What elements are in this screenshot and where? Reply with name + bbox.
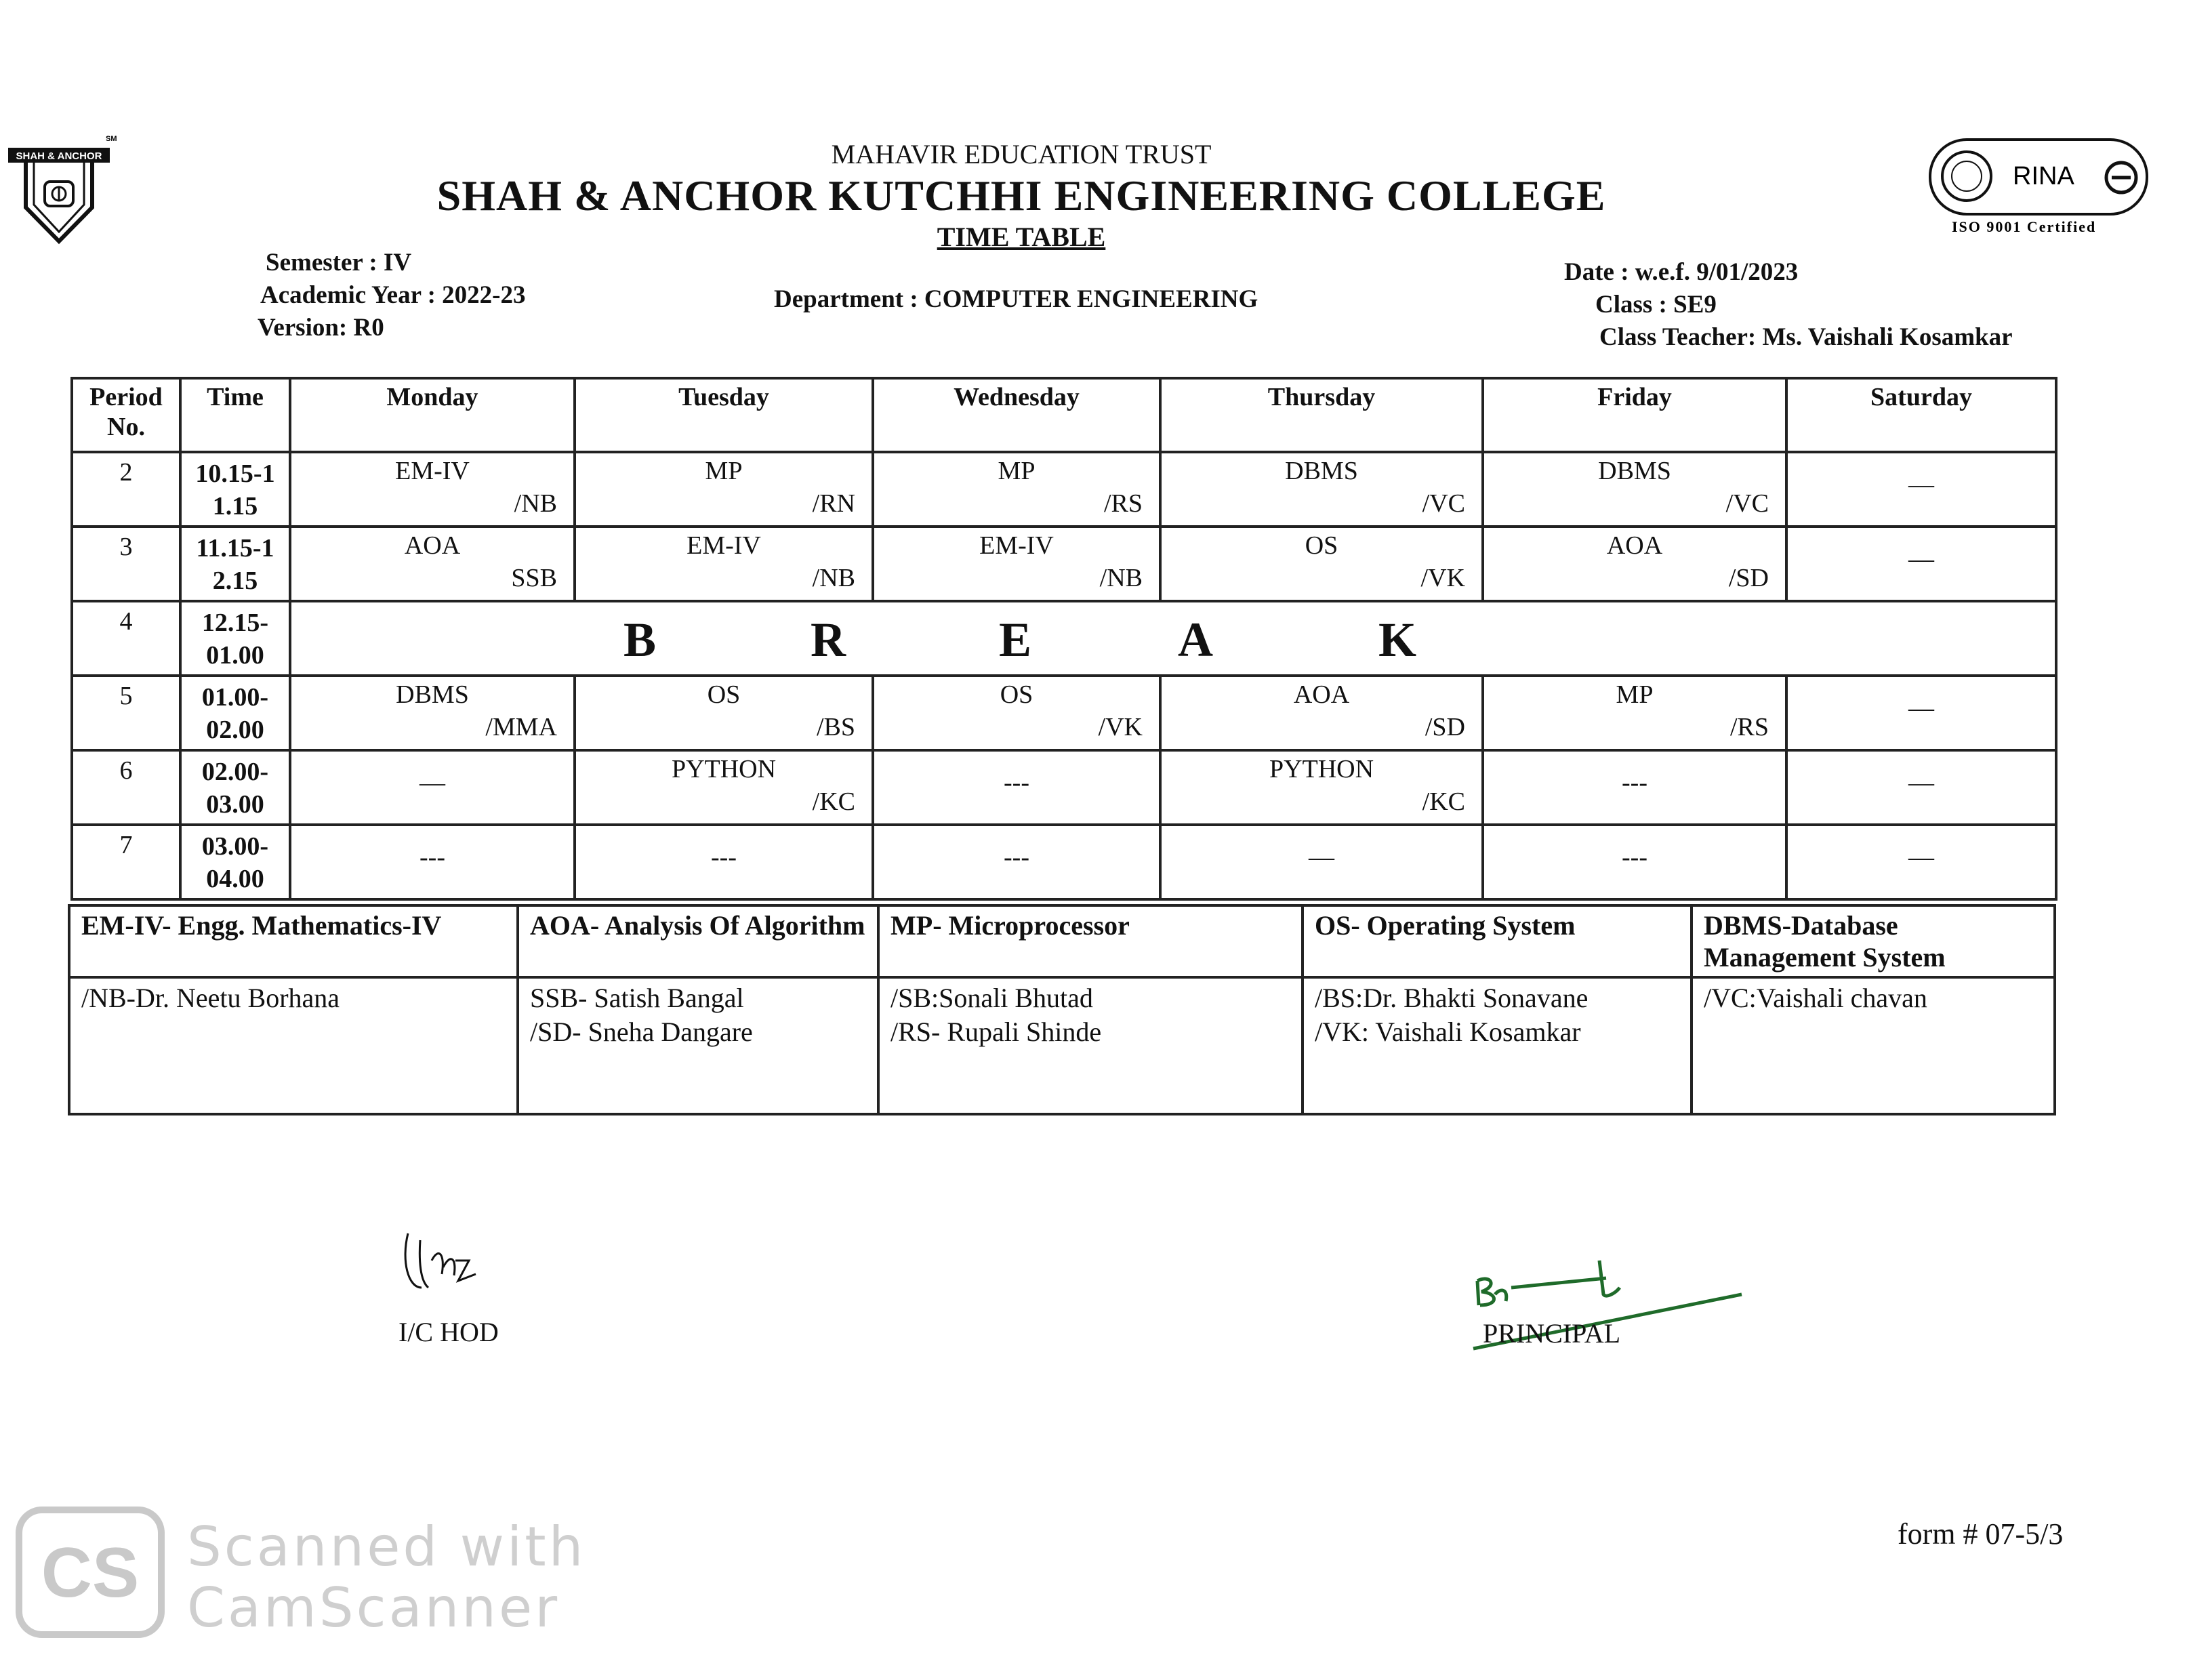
lecture-cell (1786, 676, 2056, 750)
break-letter: A (1178, 613, 1213, 667)
legend-subject: DBMS-Database Management System (1692, 905, 2055, 977)
subject-code: DBMS (1598, 457, 1671, 485)
lecture-cell (1160, 750, 1483, 825)
teacher-code: /KC (1422, 787, 1465, 816)
break-letter: K (1378, 613, 1417, 667)
lecture-cell (873, 676, 1160, 750)
timetable (70, 377, 2057, 901)
faculty-entry: /VC:Vaishali chavan (1704, 983, 1927, 1013)
period-time: 02.00- 03.00 (180, 750, 290, 825)
break-letter: B (623, 613, 657, 667)
camscanner-logo: CS (41, 1534, 140, 1612)
iso-badge (1925, 137, 2155, 239)
period-time: 01.00- 02.00 (180, 676, 290, 750)
lecture-cell (1483, 452, 1786, 527)
effective-date: Date : w.e.f. 9/01/2023 (1564, 258, 1799, 286)
lecture-cell (1483, 676, 1786, 750)
subject-code: EM-IV (979, 531, 1054, 560)
iso-text: ISO 9001 Certified (1952, 218, 2097, 235)
teacher-code: /BS (816, 713, 855, 741)
header-period-no: Period No. (72, 378, 180, 452)
period-row (72, 676, 2056, 750)
period-time: 11.15-1 2.15 (180, 527, 290, 601)
legend-faculty (518, 977, 878, 1114)
lecture-cell (290, 676, 575, 750)
college-name: SHAH & ANCHOR KUTCHHI ENGINEERING COLLEGE (436, 171, 1606, 220)
lecture-cell (290, 750, 575, 825)
legend-subject: AOA- Analysis Of Algorithm (518, 905, 878, 977)
lecture-cell (873, 825, 1160, 899)
faculty-entry: /RS- Rupali Shinde (890, 1017, 1102, 1047)
subject-code: DBMS (1285, 457, 1358, 485)
legend-faculty (69, 977, 518, 1114)
camscanner-watermark (14, 1504, 596, 1640)
legend-subject: EM-IV- Engg. Mathematics-IV (69, 905, 518, 977)
empty-slot: — (1908, 694, 1934, 722)
empty-slot: --- (1004, 769, 1029, 797)
subject-code: MP (705, 457, 743, 485)
teacher-code: /KC (812, 787, 855, 816)
lecture-cell (1160, 452, 1483, 527)
subject-code: OS (1000, 680, 1033, 709)
lecture-cell (1786, 527, 2056, 601)
faculty-entry: /VK: Vaishali Kosamkar (1315, 1017, 1581, 1047)
lecture-cell (873, 452, 1160, 527)
form-number: form # 07-5/3 (1898, 1517, 2064, 1551)
header-wednesday: Wednesday (873, 378, 1160, 452)
break-cell (290, 601, 2056, 676)
empty-slot: --- (711, 843, 737, 872)
lecture-cell (575, 527, 873, 601)
empty-slot: — (419, 769, 445, 797)
header-thursday: Thursday (1160, 378, 1483, 452)
subject-code: MP (1616, 680, 1654, 709)
period-row (72, 527, 2056, 601)
logo-mark: SM (106, 135, 117, 143)
subject-code: DBMS (396, 680, 469, 709)
legend-subject: MP- Microprocessor (878, 905, 1303, 977)
period-number: 3 (72, 527, 180, 601)
empty-slot: --- (1622, 769, 1647, 797)
header-saturday: Saturday (1786, 378, 2056, 452)
empty-slot: — (1908, 769, 1934, 797)
teacher-code: /NB (514, 489, 557, 518)
version: Version: R0 (258, 314, 384, 342)
watermark-line2: CamScanner (187, 1576, 560, 1639)
period-row (72, 601, 2056, 676)
subject-code: EM-IV (687, 531, 761, 560)
teacher-code: /RN (812, 489, 855, 518)
lecture-cell (1160, 527, 1483, 601)
lecture-cell (1786, 452, 2056, 527)
empty-slot: — (1908, 843, 1934, 872)
subject-code: AOA (1293, 680, 1350, 709)
faculty-entry: SSB- Satish Bangal (530, 983, 744, 1013)
class-name: Class : SE9 (1595, 291, 1717, 319)
subject-code: EM-IV (395, 457, 470, 485)
period-number: 2 (72, 452, 180, 527)
empty-slot: --- (1004, 843, 1029, 872)
break-letter: E (999, 613, 1032, 667)
period-time: 12.15- 01.00 (180, 601, 290, 676)
legend-table (68, 904, 2056, 1115)
legend-faculty (1692, 977, 2055, 1114)
lecture-cell (1160, 676, 1483, 750)
hod-signature (401, 1220, 510, 1301)
period-row (72, 825, 2056, 899)
academic-year: Academic Year : 2022-23 (260, 281, 526, 309)
subject-code: PYTHON (1269, 755, 1374, 783)
header-friday: Friday (1483, 378, 1786, 452)
lecture-cell (575, 750, 873, 825)
lecture-cell (575, 452, 873, 527)
logo-text: SHAH & ANCHOR (16, 150, 102, 162)
teacher-code: /SD (1425, 713, 1465, 741)
period-number: 5 (72, 676, 180, 750)
teacher-code: /NB (812, 564, 855, 592)
watermark-line1: Scanned with (187, 1515, 586, 1578)
subject-code: AOA (404, 531, 461, 560)
empty-slot: --- (1622, 843, 1647, 872)
teacher-code: /RS (1729, 713, 1769, 741)
legend-faculty (1303, 977, 1692, 1114)
header-time: Time (180, 378, 290, 452)
period-number: 6 (72, 750, 180, 825)
lecture-cell (1160, 825, 1483, 899)
header-tuesday: Tuesday (575, 378, 873, 452)
teacher-code: /NB (1099, 564, 1143, 592)
legend-faculty (878, 977, 1303, 1114)
break-letter: R (811, 613, 846, 667)
teacher-code: /VC (1422, 489, 1465, 518)
period-time: 10.15-1 1.15 (180, 452, 290, 527)
empty-slot: — (1309, 843, 1334, 872)
header-monday: Monday (290, 378, 575, 452)
subject-code: OS (707, 680, 741, 709)
subject-code: PYTHON (671, 755, 777, 783)
subject-code: OS (1305, 531, 1338, 560)
period-number: 4 (72, 601, 180, 676)
period-time: 03.00- 04.00 (180, 825, 290, 899)
class-teacher: Class Teacher: Ms. Vaishali Kosamkar (1599, 323, 2013, 351)
lecture-cell (1483, 750, 1786, 825)
teacher-code: /RS (1103, 489, 1143, 518)
faculty-entry: /SB:Sonali Bhutad (890, 983, 1093, 1013)
subject-code: MP (998, 457, 1036, 485)
principal-label: PRINCIPAL (1483, 1318, 1621, 1349)
teacher-code: /SD (1728, 564, 1769, 592)
faculty-entry: /NB-Dr. Neetu Borhana (81, 983, 340, 1013)
lecture-cell (1483, 527, 1786, 601)
lecture-cell (575, 825, 873, 899)
semester: Semester : IV (266, 249, 412, 276)
teacher-code: /VC (1725, 489, 1769, 518)
hod-label: I/C HOD (398, 1317, 499, 1347)
empty-slot: — (1908, 470, 1934, 499)
teacher-code: SSB (511, 564, 557, 592)
lecture-cell (575, 676, 873, 750)
lecture-cell (1483, 825, 1786, 899)
teacher-code: /VK (1098, 713, 1143, 741)
empty-slot: --- (419, 843, 445, 872)
lecture-cell (290, 825, 575, 899)
faculty-entry: /BS:Dr. Bhakti Sonavane (1315, 983, 1589, 1013)
lecture-cell (1786, 750, 2056, 825)
lecture-cell (873, 527, 1160, 601)
lecture-cell (1786, 825, 2056, 899)
empty-slot: — (1908, 545, 1934, 573)
teacher-code: /MMA (485, 713, 557, 741)
lecture-cell (290, 527, 575, 601)
period-row (72, 452, 2056, 527)
period-number: 7 (72, 825, 180, 899)
subject-code: AOA (1606, 531, 1663, 560)
trust-name: MAHAVIR EDUCATION TRUST (831, 139, 1212, 169)
department: Department : COMPUTER ENGINEERING (774, 285, 1258, 313)
teacher-code: /VK (1420, 564, 1465, 592)
doc-title: TIME TABLE (937, 222, 1106, 252)
lecture-cell (290, 452, 575, 527)
faculty-entry: /SD- Sneha Dangare (530, 1017, 753, 1047)
period-row (72, 750, 2056, 825)
iso-brand: RINA (2013, 162, 2074, 190)
legend-subject: OS- Operating System (1303, 905, 1692, 977)
lecture-cell (873, 750, 1160, 825)
